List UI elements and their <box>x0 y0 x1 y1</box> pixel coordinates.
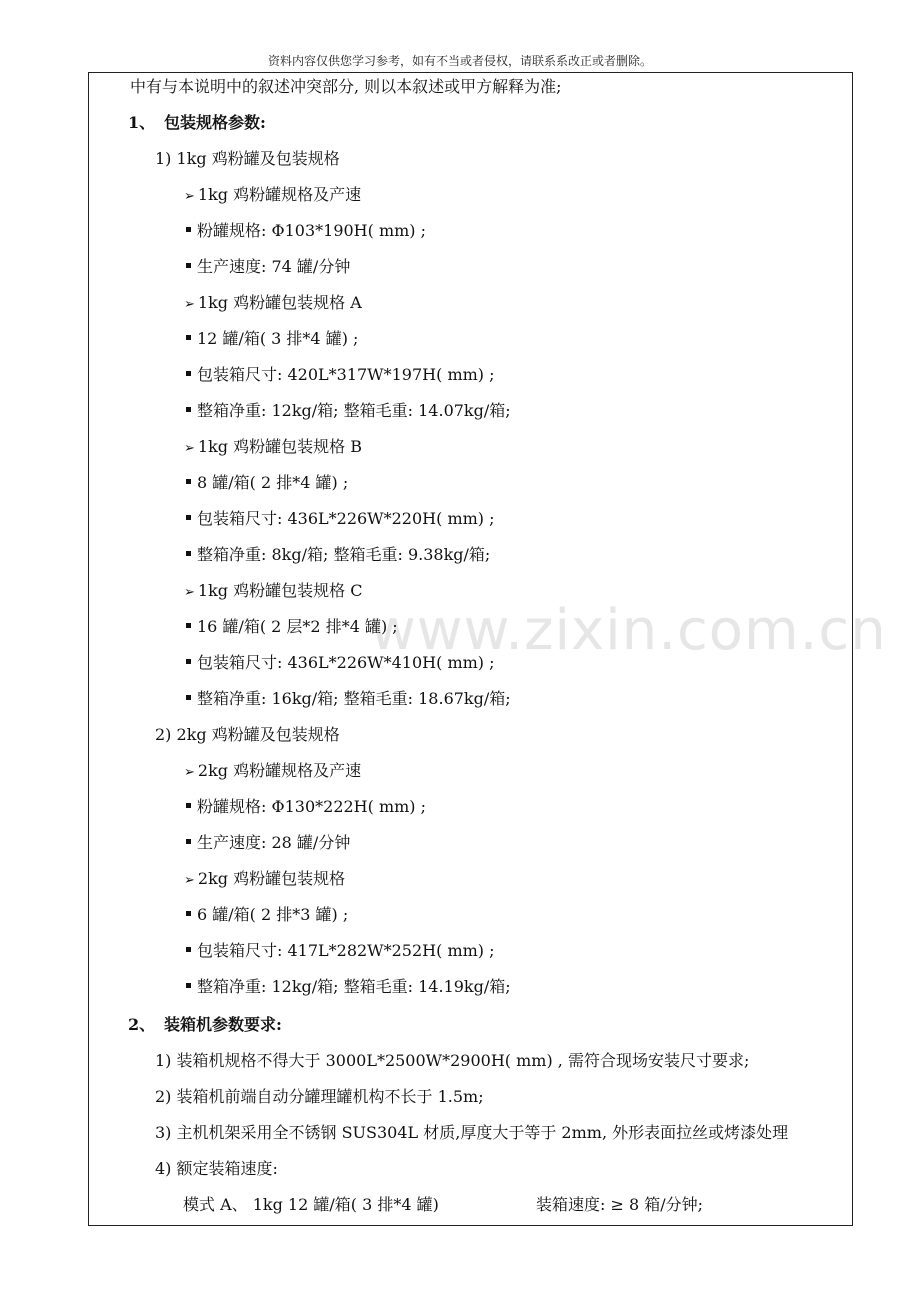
item-text: 2kg 鸡粉罐包装规格 <box>197 869 346 888</box>
bullet-item <box>186 941 495 961</box>
bullet-item <box>186 653 495 673</box>
item-text: 6 罐/箱( 2 排*3 罐) ; <box>197 905 349 924</box>
arrow-bullet-icon: ➢ <box>184 441 195 456</box>
bullet-item <box>186 221 426 241</box>
arrow-bullet-icon: ➢ <box>184 585 195 600</box>
item-text: 1kg 鸡粉罐规格及产速 <box>197 185 362 204</box>
section-1-title: 包装规格参数: <box>164 113 266 132</box>
bullet-item <box>186 401 511 421</box>
square-bullet-icon <box>186 227 191 232</box>
bullet-item <box>186 509 495 529</box>
section-2-item: 3) 主机机架采用全不锈钢 SUS304L 材质,厚度大于等于 2mm, 外形表面拉丝或烤漆处理 <box>155 1123 789 1142</box>
section-2-title: 装箱机参数要求: <box>164 1015 282 1034</box>
item-text: 12 罐/箱( 3 排*4 罐) ; <box>197 329 359 348</box>
item-text: 粉罐规格: Φ130*222H( mm) ; <box>197 797 427 816</box>
section-2-number: 2、 <box>128 1015 156 1034</box>
square-bullet-icon <box>186 515 191 520</box>
item-text: 包装箱尺寸: 417L*282W*252H( mm) ; <box>197 941 495 960</box>
arrow-bullet-icon: ➢ <box>184 765 195 780</box>
section-2-item: 1) 装箱机规格不得大于 3000L*2500W*2900H( mm) , 需符合现场安装尺寸要求; <box>155 1051 750 1070</box>
square-bullet-icon <box>186 263 191 268</box>
bullet-item <box>186 473 348 493</box>
square-bullet-icon <box>186 371 191 376</box>
mode-a-label: 模式 A、 1kg 12 罐/箱( 3 排*4 罐) <box>183 1195 439 1214</box>
square-bullet-icon <box>186 551 191 556</box>
item-text: 整箱净重: 12kg/箱; 整箱毛重: 14.07kg/箱; <box>197 401 511 420</box>
item-text: 2kg 鸡粉罐规格及产速 <box>197 761 362 780</box>
bullet-item <box>186 905 348 925</box>
section-2-item: 2) 装箱机前端自动分罐理罐机构不长于 1.5m; <box>155 1087 484 1106</box>
mode-a-line <box>183 1195 704 1215</box>
square-bullet-icon <box>186 947 191 952</box>
item-text: 整箱净重: 8kg/箱; 整箱毛重: 9.38kg/箱; <box>197 545 491 564</box>
bullet-item <box>186 977 511 997</box>
item-text: 1kg 鸡粉罐包装规格 C <box>197 581 363 600</box>
arrow-item <box>184 869 345 891</box>
arrow-item <box>184 437 362 459</box>
item-text: 包装箱尺寸: 436L*226W*410H( mm) ; <box>197 653 495 672</box>
section-2-item: 4) 额定装箱速度: <box>155 1159 278 1178</box>
square-bullet-icon <box>186 407 191 412</box>
bullet-item <box>186 833 350 853</box>
item-text: 整箱净重: 12kg/箱; 整箱毛重: 14.19kg/箱; <box>197 977 511 996</box>
mode-a-speed: 装箱速度: ≥ 8 箱/分钟; <box>536 1195 704 1214</box>
watermark: www.zixin.com.cn <box>370 598 887 663</box>
bullet-item <box>186 257 350 277</box>
square-bullet-icon <box>186 839 191 844</box>
square-bullet-icon <box>186 659 191 664</box>
square-bullet-icon <box>186 983 191 988</box>
disclaimer-header: 资料内容仅供您学习参考，如有不当或者侵权，请联系系改正或者删除。 <box>267 54 652 68</box>
square-bullet-icon <box>186 479 191 484</box>
arrow-item <box>184 185 361 207</box>
arrow-bullet-icon: ➢ <box>184 873 195 888</box>
item-text: 粉罐规格: Φ103*190H( mm) ; <box>197 221 427 240</box>
item-text: 2) 2kg 鸡粉罐及包装规格 <box>155 725 340 744</box>
item-text: 包装箱尺寸: 420L*317W*197H( mm) ; <box>197 365 495 384</box>
arrow-item <box>184 581 362 603</box>
arrow-item <box>184 761 361 783</box>
arrow-bullet-icon: ➢ <box>184 297 195 312</box>
item-text: 生产速度: 74 罐/分钟 <box>197 257 351 276</box>
bullet-item <box>186 797 426 817</box>
square-bullet-icon <box>186 803 191 808</box>
sub-heading <box>155 725 340 745</box>
item-text: 包装箱尺寸: 436L*226W*220H( mm) ; <box>197 509 495 528</box>
arrow-bullet-icon: ➢ <box>184 189 195 204</box>
arrow-item <box>184 293 362 315</box>
square-bullet-icon <box>186 623 191 628</box>
section-1-number: 1、 <box>128 113 156 132</box>
bullet-item <box>186 329 358 349</box>
bullet-item <box>186 365 495 385</box>
section-1-heading <box>128 113 266 133</box>
intro-text: 中有与本说明中的叙述冲突部分, 则以本叙述或甲方解释为准; <box>130 77 562 96</box>
square-bullet-icon <box>186 911 191 916</box>
bullet-item <box>186 617 398 637</box>
item-text: 1kg 鸡粉罐包装规格 A <box>197 293 362 312</box>
item-text: 1) 1kg 鸡粉罐及包装规格 <box>155 149 340 168</box>
item-text: 8 罐/箱( 2 排*4 罐) ; <box>197 473 349 492</box>
bullet-item <box>186 545 490 565</box>
item-text: 1kg 鸡粉罐包装规格 B <box>197 437 362 456</box>
item-text: 16 罐/箱( 2 层*2 排*4 罐) ; <box>197 617 398 636</box>
item-text: 整箱净重: 16kg/箱; 整箱毛重: 18.67kg/箱; <box>197 689 511 708</box>
square-bullet-icon <box>186 695 191 700</box>
sub-heading <box>155 149 340 169</box>
bullet-item <box>186 689 511 709</box>
square-bullet-icon <box>186 335 191 340</box>
section-2-heading <box>128 1015 282 1035</box>
item-text: 生产速度: 28 罐/分钟 <box>197 833 351 852</box>
